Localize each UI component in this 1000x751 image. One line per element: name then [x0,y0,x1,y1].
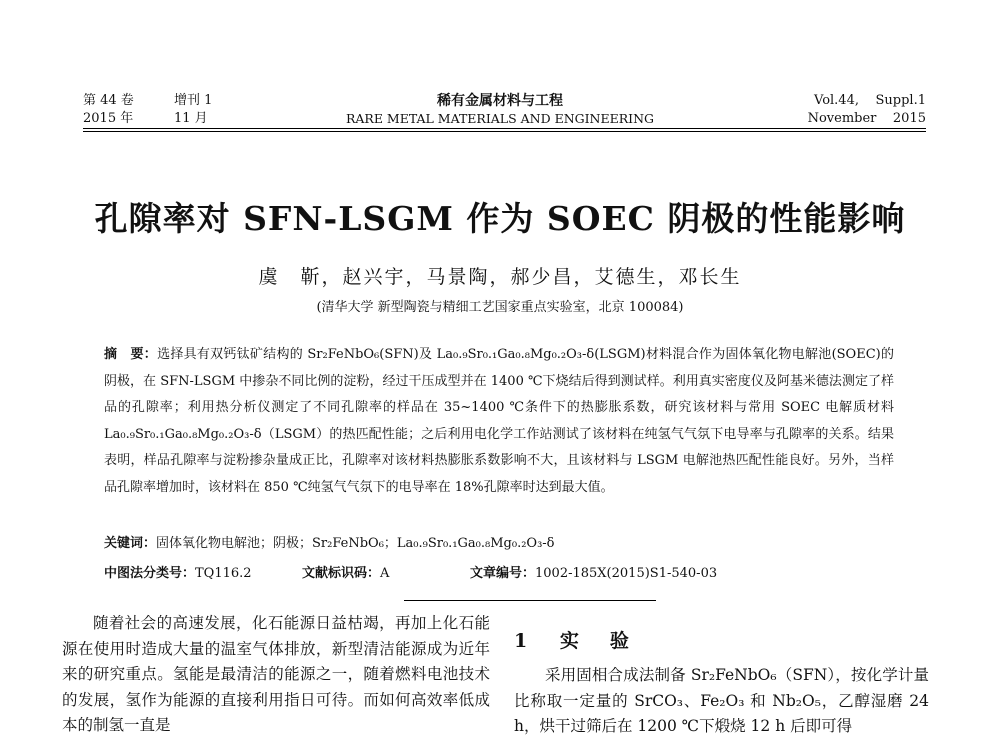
section-title: 实 验 [559,630,635,652]
abstract [104,342,894,501]
header-rule [83,128,926,129]
abstract-label: 摘 要： [104,347,158,362]
body-left-column [62,611,490,739]
intro-paragraph: 随着社会的高速发展，化石能源日益枯竭，再加上化石能源在使用时造成大量的温室气体排放，新型清洁能源成为近年来的研究重点。氢能是最清洁的能源之一，随着燃料电池技术的发展，氢作为能源的直接利用指日可待。而如何高效率低成本的制氢一直是 [62,614,490,734]
year-cn: 2015 年 [83,111,134,126]
article-number [470,562,717,581]
doc-label: 文献标识码： [302,566,381,581]
journal-title-cn: 稀有金属材料与工程 [437,93,563,109]
month-cn: 11 月 [174,111,208,126]
affiliation: (清华大学 新型陶瓷与精细工艺国家重点实验室，北京 100084) [316,300,684,315]
header-rule-double [83,131,926,132]
authors: 虞 靳，赵兴宇，马景陶，郝少昌，艾德生，邓长生 [258,266,742,288]
clc-number [104,562,252,581]
journal-title-en: RARE METAL MATERIALS AND ENGINEERING [345,111,655,126]
abstract-text: 选择具有双钙钛矿结构的 Sr₂FeNbO₆(SFN)及 La₀.₉Sr₀.₁Ga₀.₈Mg₀.₂O₃-δ(LSGM)材料混合作为固体氧化物电解池(SOEC)的阴极，在 SFN-LSGM 中掺杂不同比例的淀粉，经过干压成型并在 1400 ℃下烧结后得到测试样。利用真实密度仪及阿基米德法测定了样品的孔隙率；利用热分析仪测定了不同孔隙率的样品在 35~1400 ℃条件下的热膨胀系数，研究该材料与常用 SOEC 电解质材料 La₀.₉Sr₀.₁Ga₀.₈Mg₀.₂O₃-δ（LSGM）的热匹配性能；之后利用电化学工作站测试了该材料在纯氢气气氛下电导率与孔隙率的关系。结果表明，样品孔隙率与淀粉掺杂量成正比，孔隙率对该材料热膨胀系数影响不大，且该材料与 LSGM 电解池热匹配性能良好。另外，当样品孔隙率增加时，该材料在 850 ℃纯氢气气氛下的电导率在 18%孔隙率时达到最大值。 [104,347,894,495]
section-separator [404,600,656,601]
body-right-column [514,663,929,740]
document-code [302,562,389,581]
experiment-paragraph: 采用固相合成法制备 Sr₂FeNbO₆（SFN），按化学计量比称取一定量的 SrCO₃、Fe₂O₃ 和 Nb₂O₅，乙醇湿磨 24 h，烘干过筛后在 1200 ℃下煅烧 12 h 后即可得 [514,666,929,735]
article-label: 文章编号： [470,566,536,581]
keywords [104,532,555,551]
article-value: 1002-185X(2015)S1-540-03 [535,566,718,581]
section-heading [514,626,635,653]
month-en: November 2015 [807,111,926,126]
doc-value: A [380,566,390,581]
volume-cn: 第 44 卷 [83,93,134,108]
clc-label: 中图法分类号： [104,566,196,581]
clc-value: TQ116.2 [195,566,252,581]
keywords-label: 关键词： [104,536,157,551]
section-number: 1 [514,630,534,652]
issue-cn: 增刊 1 [174,93,213,108]
paper-title: 孔隙率对 SFN-LSGM 作为 SOEC 阴极的性能影响 [94,199,906,238]
keywords-text: 固体氧化物电解池；阴极；Sr₂FeNbO₆；La₀.₉Sr₀.₁Ga₀.₈Mg₀.₂O₃-δ [156,536,555,551]
volume-en: Vol.44, Suppl.1 [814,93,926,108]
